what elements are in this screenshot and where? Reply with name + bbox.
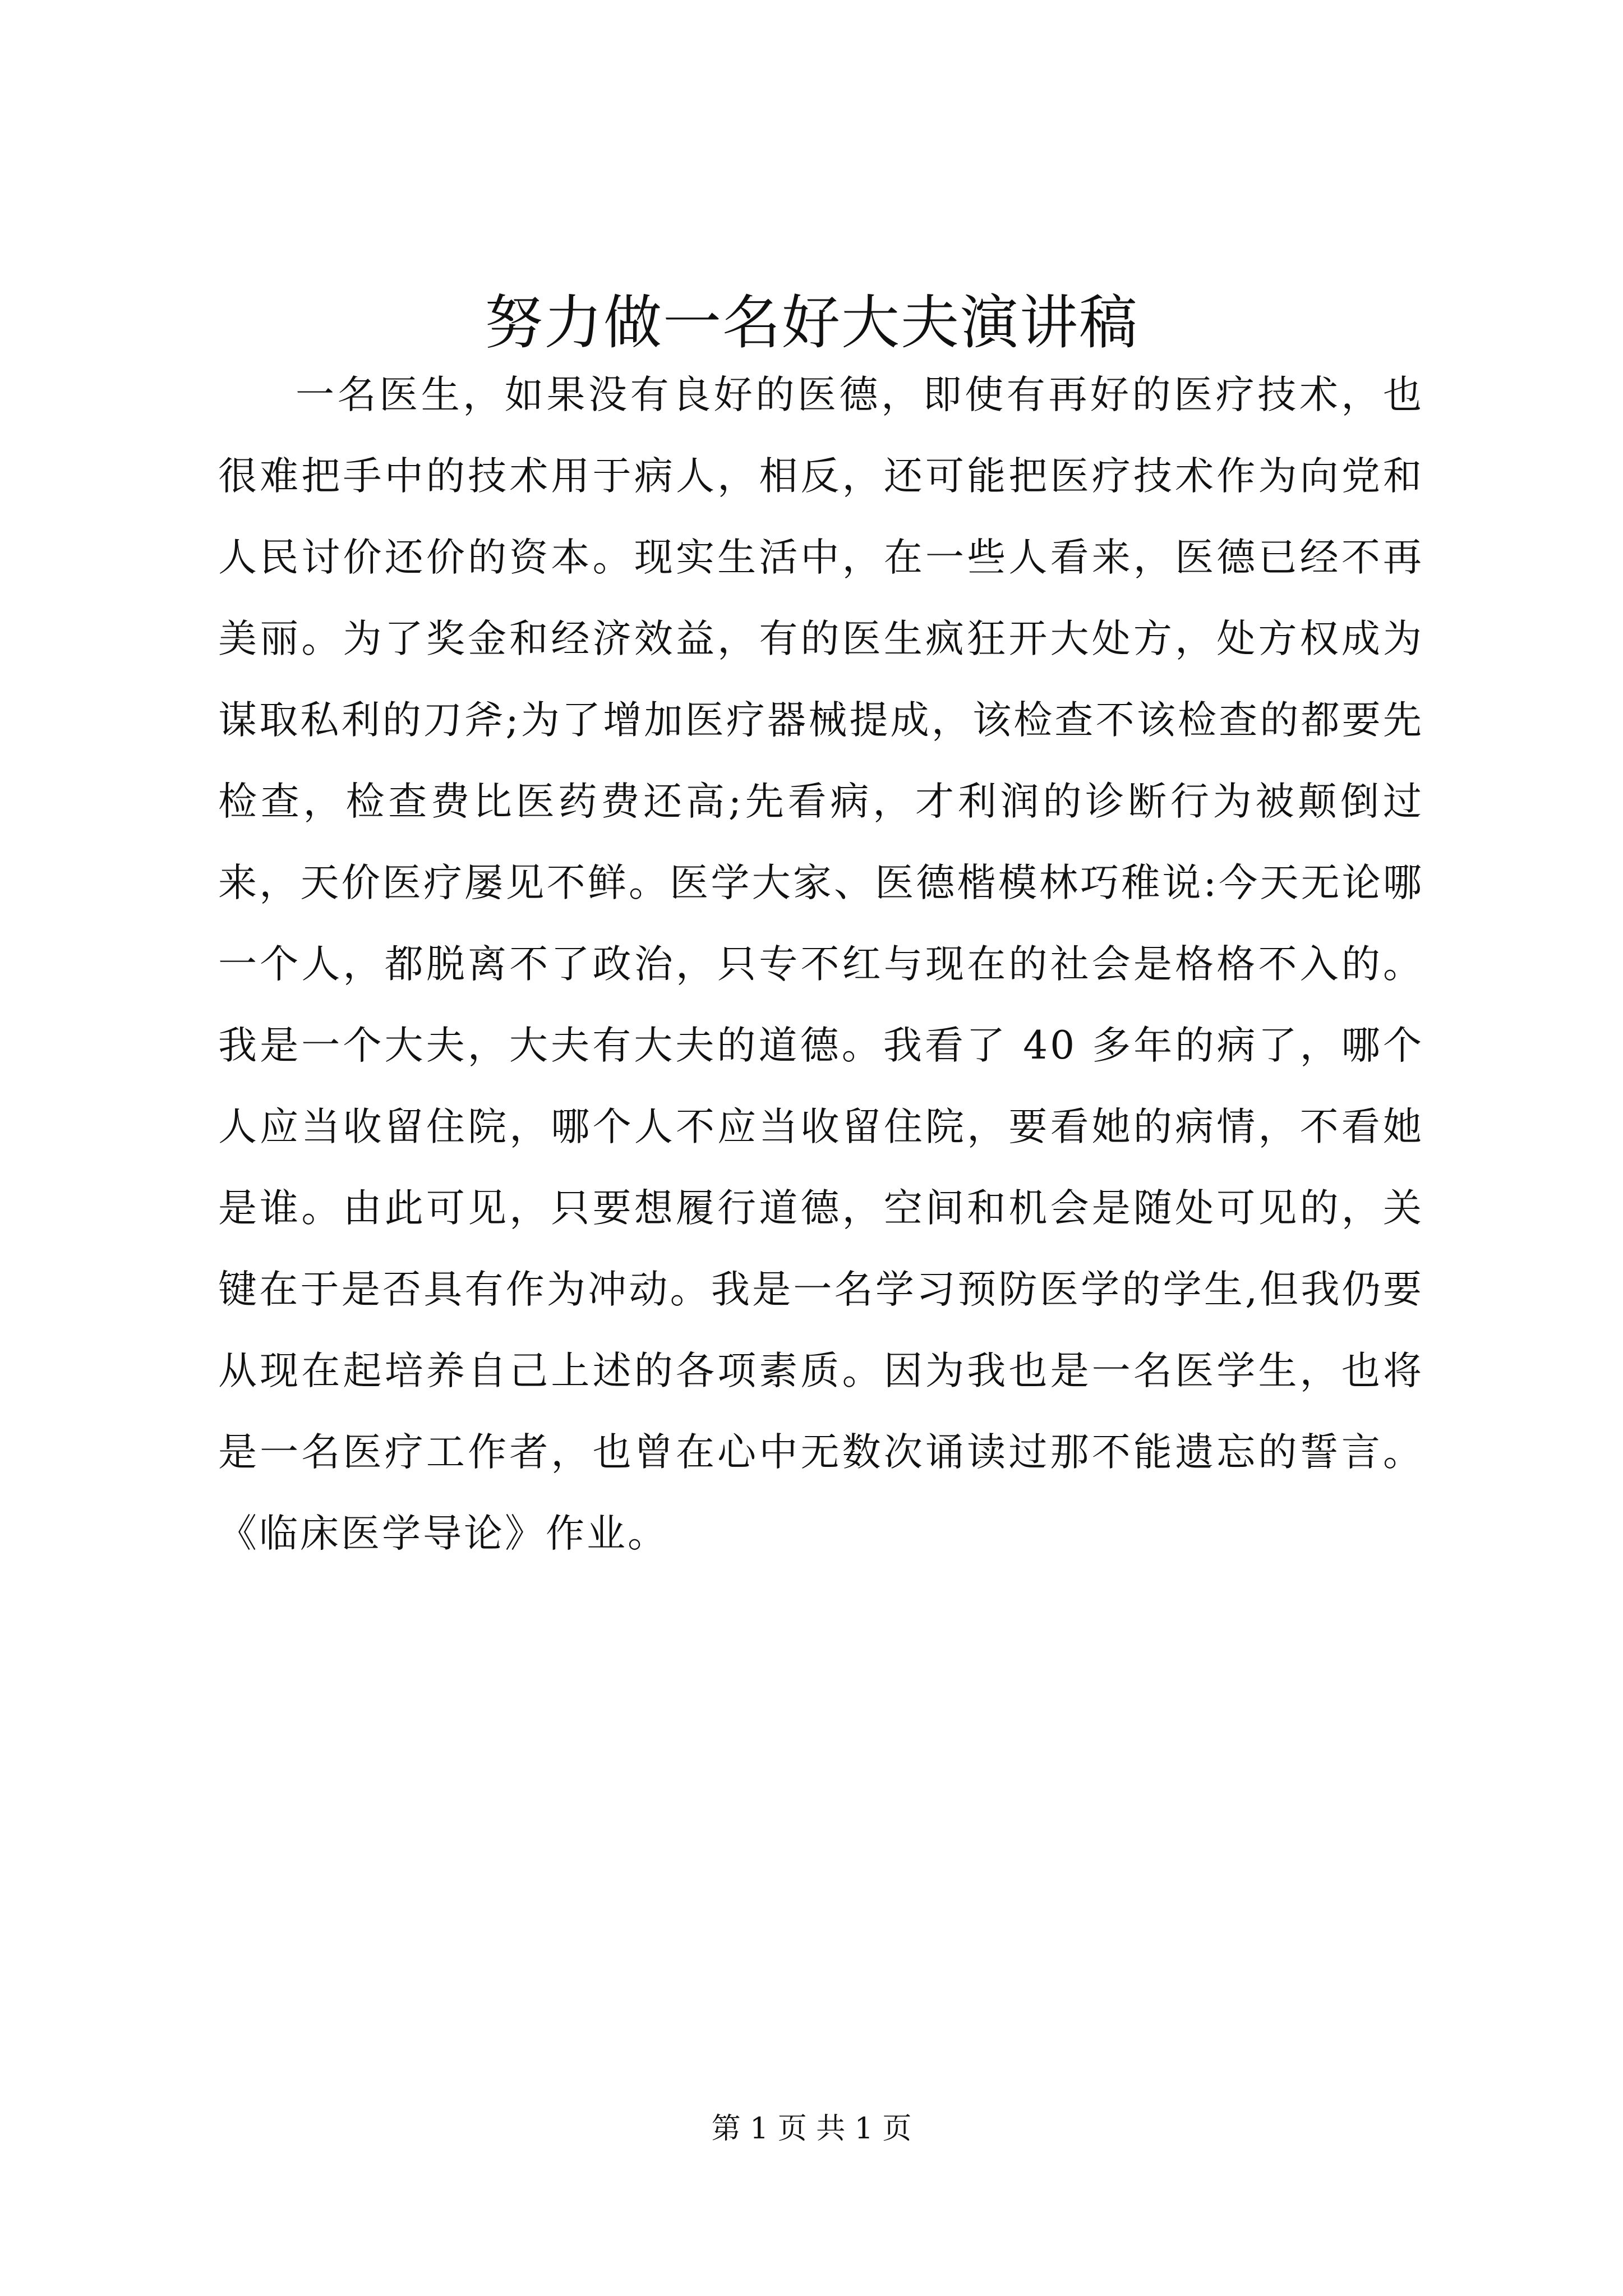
page-footer: 第 1 页 共 1 页 xyxy=(711,2112,912,2146)
body-paragraph: 一名医生，如果没有良好的医德，即使有再好的医疗技术，也很难把手中的技术用于病人，相反，还可能把医疗技术作为向党和人民讨价还价的资本。现实生活中，在一些人看来，医德已经不再美丽。为了奖金和经济效益，有的医生疯狂开大处方，处方权成为谋取私利的刀斧;为了增加医疗器械提成，该检查不该检查的都要先检查，检查费比医药费还高;先看病，才利润的诊断行为被颠倒过来，天价医疗屡见不鲜。医学大家、医德楷模林巧稚说:今天无论哪一个人，都脱离不了政治，只专不红与现在的社会是格格不入的。我是一个大夫，大夫有大夫的道德。我看了 40 多年的病了，哪个人应当收留住院，哪个人不应当收留住院，要看她的病情，不看她是谁。由此可见，只要想履行道德，空间和机会是随处可见的，关键在于是否具有作为冲动。我是一名学习预防医学的学生,但我仍要从现在起培养自己上述的各项素质。因为我也是一名医学生，也将是一名医疗工作者，也曾在心中无数次诵读过那不能遗忘的誓言。《临床医学导论》作业。 xyxy=(218,372,1424,1556)
document-title: 努力做一名好大夫演讲稿 xyxy=(484,288,1138,357)
